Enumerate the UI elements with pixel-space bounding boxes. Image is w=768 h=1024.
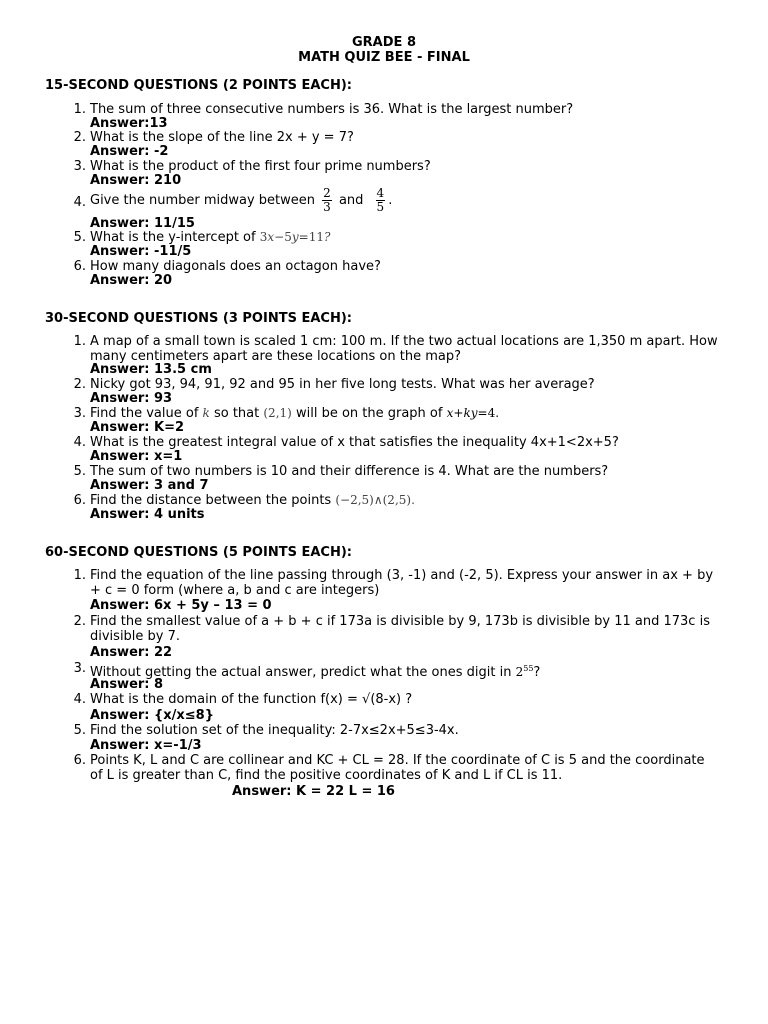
answer-text: Answer: 6x + 5y – 13 = 0 (90, 598, 272, 613)
question-number: 4. (73, 692, 86, 707)
answer-text: Answer: 20 (90, 273, 173, 288)
question-text: Nicky got 93, 94, 91, 92 and 95 in her five long tests. What was her average? (90, 377, 595, 392)
answer-text: Answer: x=1 (90, 449, 183, 464)
answer-text: Answer: x=-1/3 (90, 738, 202, 753)
points-expression: (−2,5)∧(2,5). (335, 493, 415, 507)
question-number: 4. (73, 195, 86, 210)
question-text: Find the equation of the line passing through (3, -1) and (-2, 5). Express your answer in ax + by + c = 0 form (where a, b and c are integers) (90, 568, 714, 598)
power-expression: $2^{55}$ (515, 664, 534, 679)
answer-text: Answer: K = 22 L = 16 (232, 784, 395, 799)
question-number: 4. (73, 435, 86, 450)
question-number: 2. (73, 614, 86, 629)
fraction-four-fifths: $\frac{4}{5}$ (376, 186, 385, 214)
question-number: 6. (73, 259, 86, 274)
question-text-and: and (338, 193, 364, 208)
question-text: Find the solution set of the inequality: 2-7x≤2x+5≤3-4x. (90, 723, 459, 738)
question-text-lead: What is the y-intercept of (90, 230, 256, 245)
question-text: What is the slope of the line 2x + y = 7? (90, 130, 354, 145)
question-text-lead: Find the value of (90, 406, 199, 421)
question-text: What is the greatest integral value of x that satisfies the inequality 4x+1<2x+5? (90, 435, 619, 450)
question-text: The sum of three consecutive numbers is 36. What is the largest number? (90, 102, 574, 117)
question-text-end: ? (533, 665, 541, 680)
question-text: What is the product of the first four prime numbers? (90, 159, 431, 174)
question-number: 2. (73, 377, 86, 392)
question-text (90, 230, 720, 245)
question-number: 3. (73, 406, 86, 421)
section-title-60-second: 60-SECOND QUESTIONS (5 POINTS EACH): (45, 545, 352, 560)
quiz-title: MATH QUIZ BEE - FINAL (298, 50, 470, 65)
answer-text: Answer:13 (90, 116, 168, 131)
answer-text: Answer: 93 (90, 391, 173, 406)
question-number: 5. (73, 230, 86, 245)
question-text: The sum of two numbers is 10 and their difference is 4. What are the numbers? (90, 464, 609, 479)
point-coordinates: (2,1) (263, 406, 292, 420)
question-text (90, 493, 720, 508)
answer-text: Answer: 13.5 cm (90, 362, 212, 377)
answer-text: Answer: {x/x≤8} (90, 708, 214, 723)
question-text-mid: so that (213, 406, 260, 421)
question-text-lead: Give the number midway between (90, 193, 316, 208)
question-text: How many diagonals does an octagon have? (90, 259, 381, 274)
question-text-lead: Find the distance between the points (90, 493, 332, 508)
equation: 3x−5y=11? (259, 230, 331, 244)
answer-text: Answer: 4 units (90, 507, 205, 522)
question-text (90, 187, 720, 214)
question-text: Points K, L and C are collinear and KC + CL = 28. If the coordinate of C is 5 and the coordinate of L is greater than C, find the positive coordinates of K and L if CL is 11. (90, 753, 705, 783)
question-number: 1. (73, 568, 86, 583)
question-number: 6. (73, 753, 86, 768)
answer-text: Answer: K=2 (90, 420, 185, 435)
question-number: 1. (73, 102, 86, 117)
question-text-tail: will be on the graph of (295, 406, 443, 421)
section-title-30-second: 30-SECOND QUESTIONS (3 POINTS EACH): (45, 311, 352, 326)
fraction-two-thirds: $\frac{2}{3}$ (323, 186, 331, 214)
question-item (0, 187, 768, 217)
question-number: 1. (73, 334, 86, 349)
question-number: 2. (73, 130, 86, 145)
answer-text: Answer: 210 (90, 173, 182, 188)
question-text: A map of a small town is scaled 1 cm: 100 m. If the two actual locations are 1,350 m apart. How many centimeters apart are these locations on the map? (90, 334, 718, 364)
answer-text: Answer: -2 (90, 144, 169, 159)
answer-text: Answer: 3 and 7 (90, 478, 209, 493)
question-number: 6. (73, 493, 86, 508)
equation: x+ky=4. (446, 406, 500, 420)
answer-text: Answer: 22 (90, 645, 173, 660)
question-text-end: . (388, 193, 393, 208)
question-text: Find the smallest value of a + b + c if 173a is divisible by 9, 173b is divisible by 11 and 173c is divisible by 7. (90, 614, 710, 644)
question-text-lead: Without getting the actual answer, predict what the ones digit in (90, 665, 512, 680)
variable-k: k (202, 406, 210, 420)
question-number: 5. (73, 464, 86, 479)
question-text (90, 406, 720, 421)
question-text: What is the domain of the function f(x) = √(8-x) ? (90, 692, 413, 707)
answer-text: Answer: 8 (90, 677, 164, 692)
answer-text: Answer: -11/5 (90, 244, 192, 259)
question-number: 5. (73, 723, 86, 738)
question-number: 3. (73, 661, 86, 676)
question-number: 3. (73, 159, 86, 174)
section-title-15-second: 15-SECOND QUESTIONS (2 POINTS EACH): (45, 78, 352, 93)
answer-text: Answer: 11/15 (90, 216, 195, 231)
question-text (90, 661, 720, 680)
grade-heading: GRADE 8 (352, 35, 416, 50)
